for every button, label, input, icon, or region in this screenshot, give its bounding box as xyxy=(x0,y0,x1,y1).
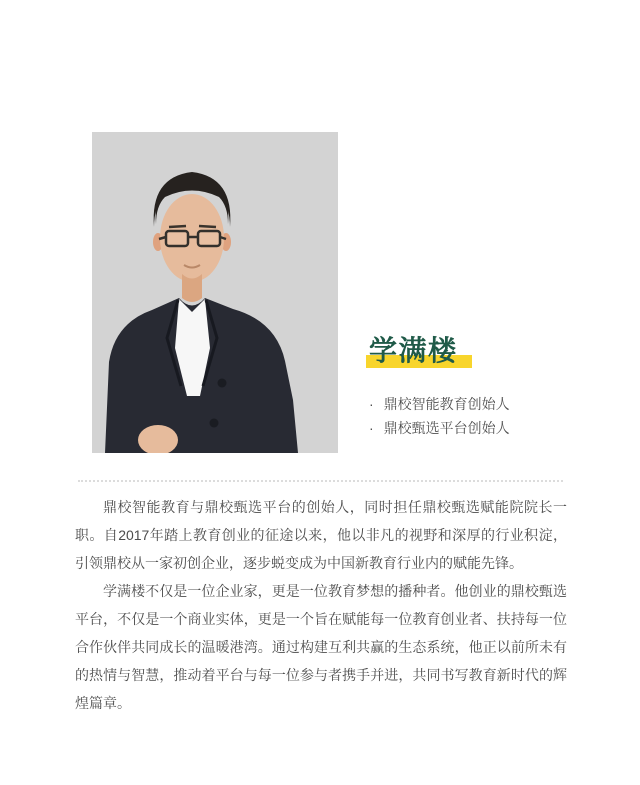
person-illustration xyxy=(92,132,338,453)
role-item xyxy=(369,416,510,440)
dotted-divider xyxy=(78,480,563,482)
bullet-icon: · xyxy=(369,396,374,412)
profile-intro xyxy=(369,331,510,440)
bullet-icon: · xyxy=(369,420,374,436)
person-name xyxy=(369,331,458,371)
person-name-text: 学满楼 xyxy=(369,335,458,366)
bio-paragraph: 学满楼不仅是一位企业家，更是一位教育梦想的播种者。他创业的鼎校甄选平台，不仅是一个商业实体，更是一个旨在赋能每一位教育创业者、扶持每一位合作伙伴共同成长的温暖港湾。通过构建互利共赢的生态系统，他正以前所未有的热情与智慧，推动着平台与每一位参与者携手并进，共同书写教育新时代的辉煌篇章。 xyxy=(75,583,567,711)
role-item xyxy=(369,392,510,416)
bio-text xyxy=(75,493,567,717)
bio-paragraph: 鼎校智能教育与鼎校甄选平台的创始人，同时担任鼎校甄选赋能院院长一职。自2017年踏上教育创业的征途以来，他以非凡的视野和深厚的行业积淀，引领鼎校从一家初创企业，逐步蜕变成为中国新教育行业内的赋能先锋。 xyxy=(75,499,567,571)
portrait-photo xyxy=(92,132,338,453)
role-list xyxy=(369,392,510,440)
role-label: 鼎校智能教育创始人 xyxy=(383,396,510,412)
role-label: 鼎校甄选平台创始人 xyxy=(383,420,510,436)
